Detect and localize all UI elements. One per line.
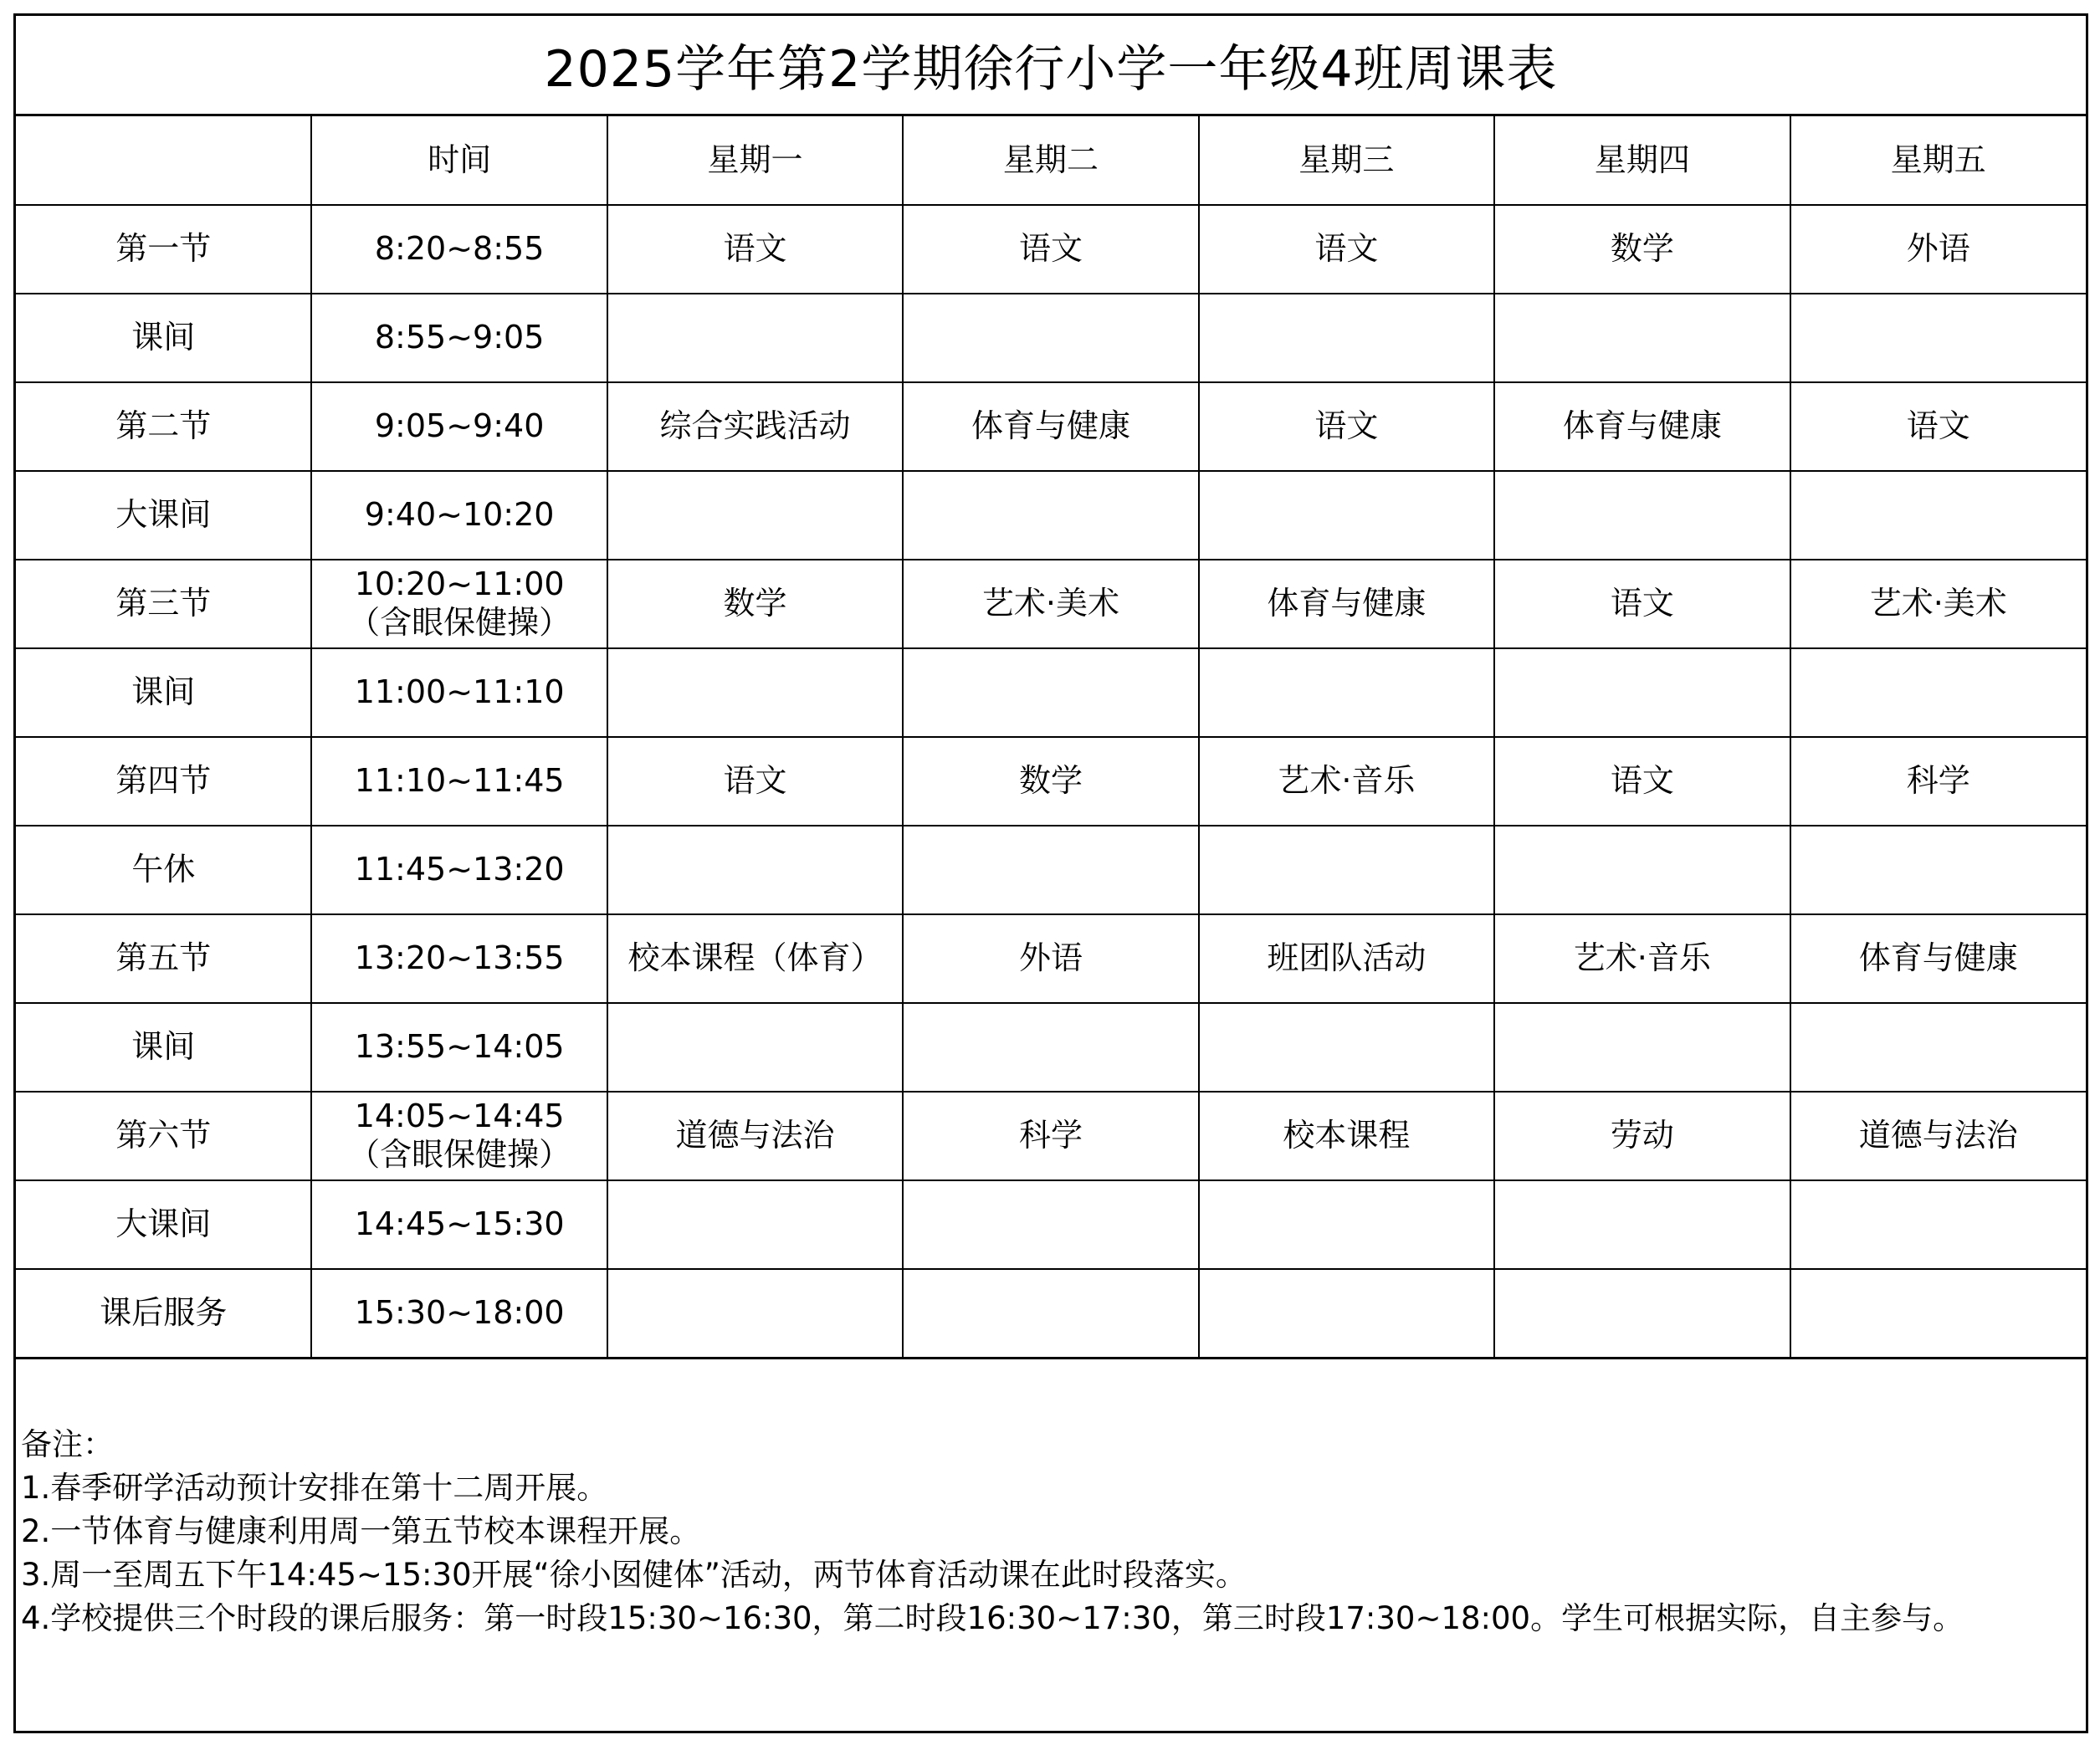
note-item-4: 4.学校提供三个时段的课后服务：第一时段15:30~16:30，第二时段16:30~17:30，第三时段17:30~18:00。学生可根据实际，自主参与。 <box>21 1600 1964 1636</box>
subject-cell-tue: 科学 <box>903 1092 1198 1180</box>
time-cell <box>311 737 607 826</box>
subject-cell-wed: 校本课程 <box>1199 1092 1494 1180</box>
period-label: 第二节 <box>16 382 311 471</box>
subject-cell-tue <box>903 471 1198 560</box>
subject-cell-mon: 综合实践活动 <box>607 382 903 471</box>
subject-cell-thu <box>1494 1269 1790 1358</box>
subject-cell-tue: 语文 <box>903 205 1198 294</box>
period-label: 第一节 <box>16 205 311 294</box>
table-row <box>16 914 2086 1003</box>
subject-cell-tue <box>903 294 1198 382</box>
subject-cell-mon <box>607 294 903 382</box>
period-label: 课间 <box>16 294 311 382</box>
timetable <box>16 116 2086 1359</box>
time-cell <box>311 1003 607 1092</box>
subject-cell-thu <box>1494 826 1790 914</box>
subject-cell-mon <box>607 648 903 737</box>
subject-cell-tue: 数学 <box>903 737 1198 826</box>
header-row <box>16 116 2086 205</box>
time-cell <box>311 471 607 560</box>
subject-cell-fri <box>1790 471 2086 560</box>
table-row <box>16 382 2086 471</box>
subject-cell-tue <box>903 826 1198 914</box>
subject-cell-mon <box>607 1003 903 1092</box>
header-day-wed: 星期三 <box>1199 116 1494 205</box>
page-title: 2025学年第2学期徐行小学一年级4班周课表 <box>16 16 2086 116</box>
time-range: 11:00~11:10 <box>354 673 565 711</box>
time-range: 15:30~18:00 <box>354 1293 565 1331</box>
subject-cell-thu: 艺术·音乐 <box>1494 914 1790 1003</box>
time-cell <box>311 1092 607 1180</box>
period-label: 午休 <box>16 826 311 914</box>
subject-cell-thu <box>1494 471 1790 560</box>
time-range: 8:20~8:55 <box>374 230 545 268</box>
subject-cell-mon <box>607 826 903 914</box>
subject-cell-fri <box>1790 1003 2086 1092</box>
subject-cell-wed <box>1199 1180 1494 1269</box>
time-cell <box>311 560 607 648</box>
subject-cell-fri <box>1790 1180 2086 1269</box>
subject-cell-tue <box>903 1003 1198 1092</box>
table-row <box>16 1092 2086 1180</box>
table-row <box>16 471 2086 560</box>
time-range: 8:55~9:05 <box>374 319 545 356</box>
time-range: 11:10~11:45 <box>354 762 565 800</box>
time-cell <box>311 914 607 1003</box>
time-range: 13:20~13:55 <box>354 939 565 977</box>
subject-cell-wed <box>1199 1003 1494 1092</box>
header-blank-cell <box>16 116 311 205</box>
subject-cell-thu: 数学 <box>1494 205 1790 294</box>
period-label: 第六节 <box>16 1092 311 1180</box>
subject-cell-wed: 语文 <box>1199 382 1494 471</box>
header-day-thu: 星期四 <box>1494 116 1790 205</box>
time-range: 9:05~9:40 <box>374 407 545 445</box>
note-item-1: 1.春季研学活动预计安排在第十二周开展。 <box>21 1470 608 1506</box>
notes-heading: 备注： <box>21 1426 114 1462</box>
subject-cell-mon <box>607 1180 903 1269</box>
note-item-3: 3.周一至周五下午14:45~15:30开展“徐小囡健体”活动，两节体育活动课在此时段落实。 <box>21 1557 1247 1593</box>
header-day-tue: 星期二 <box>903 116 1198 205</box>
time-cell <box>311 294 607 382</box>
subject-cell-tue: 艺术·美术 <box>903 560 1198 648</box>
subject-cell-mon: 语文 <box>607 205 903 294</box>
time-range: 9:40~10:20 <box>364 496 555 534</box>
subject-cell-mon: 校本课程（体育） <box>607 914 903 1003</box>
period-label: 课间 <box>16 1003 311 1092</box>
subject-cell-fri: 语文 <box>1790 382 2086 471</box>
subject-cell-wed <box>1199 471 1494 560</box>
time-range: 10:20~11:00 <box>354 565 565 603</box>
subject-cell-mon <box>607 471 903 560</box>
table-row <box>16 1003 2086 1092</box>
subject-cell-wed: 艺术·音乐 <box>1199 737 1494 826</box>
subject-cell-wed: 班团队活动 <box>1199 914 1494 1003</box>
schedule-sheet <box>13 13 2088 1733</box>
subject-cell-fri <box>1790 294 2086 382</box>
time-range: 14:05~14:45 <box>354 1098 565 1135</box>
time-cell <box>311 382 607 471</box>
subject-cell-thu <box>1494 1180 1790 1269</box>
notes-section <box>16 1418 2086 1640</box>
subject-cell-tue <box>903 1269 1198 1358</box>
subject-cell-thu <box>1494 1003 1790 1092</box>
period-label: 课后服务 <box>16 1269 311 1358</box>
table-row <box>16 560 2086 648</box>
table-row <box>16 294 2086 382</box>
subject-cell-wed <box>1199 826 1494 914</box>
time-range: 13:55~14:05 <box>354 1028 565 1066</box>
subject-cell-mon: 语文 <box>607 737 903 826</box>
subject-cell-tue <box>903 648 1198 737</box>
subject-cell-mon: 数学 <box>607 560 903 648</box>
time-cell <box>311 1269 607 1358</box>
time-range: 11:45~13:20 <box>354 851 565 888</box>
time-note: （含眼保健操） <box>348 604 571 641</box>
header-day-mon: 星期一 <box>607 116 903 205</box>
header-time: 时间 <box>311 116 607 205</box>
table-row <box>16 737 2086 826</box>
subject-cell-tue: 体育与健康 <box>903 382 1198 471</box>
table-row <box>16 826 2086 914</box>
subject-cell-wed <box>1199 1269 1494 1358</box>
subject-cell-fri: 艺术·美术 <box>1790 560 2086 648</box>
time-cell <box>311 648 607 737</box>
subject-cell-fri <box>1790 1269 2086 1358</box>
subject-cell-thu <box>1494 294 1790 382</box>
subject-cell-fri: 道德与法治 <box>1790 1092 2086 1180</box>
time-cell <box>311 826 607 914</box>
subject-cell-wed: 体育与健康 <box>1199 560 1494 648</box>
subject-cell-tue: 外语 <box>903 914 1198 1003</box>
period-label: 第四节 <box>16 737 311 826</box>
table-row <box>16 648 2086 737</box>
period-label: 大课间 <box>16 1180 311 1269</box>
subject-cell-wed <box>1199 648 1494 737</box>
subject-cell-tue <box>903 1180 1198 1269</box>
subject-cell-thu: 体育与健康 <box>1494 382 1790 471</box>
subject-cell-thu <box>1494 648 1790 737</box>
subject-cell-thu: 语文 <box>1494 737 1790 826</box>
table-row <box>16 1269 2086 1358</box>
time-cell <box>311 205 607 294</box>
header-day-fri: 星期五 <box>1790 116 2086 205</box>
subject-cell-wed: 语文 <box>1199 205 1494 294</box>
subject-cell-wed <box>1199 294 1494 382</box>
time-range: 14:45~15:30 <box>354 1205 565 1243</box>
subject-cell-thu: 劳动 <box>1494 1092 1790 1180</box>
period-label: 第五节 <box>16 914 311 1003</box>
note-item-2: 2.一节体育与健康利用周一第五节校本课程开展。 <box>21 1513 701 1549</box>
time-cell <box>311 1180 607 1269</box>
subject-cell-fri <box>1790 826 2086 914</box>
subject-cell-fri <box>1790 648 2086 737</box>
subject-cell-mon <box>607 1269 903 1358</box>
subject-cell-fri: 体育与健康 <box>1790 914 2086 1003</box>
period-label: 大课间 <box>16 471 311 560</box>
subject-cell-fri: 外语 <box>1790 205 2086 294</box>
subject-cell-fri: 科学 <box>1790 737 2086 826</box>
period-label: 课间 <box>16 648 311 737</box>
table-row <box>16 1180 2086 1269</box>
subject-cell-thu: 语文 <box>1494 560 1790 648</box>
subject-cell-mon: 道德与法治 <box>607 1092 903 1180</box>
table-row <box>16 205 2086 294</box>
period-label: 第三节 <box>16 560 311 648</box>
time-note: （含眼保健操） <box>348 1136 571 1173</box>
